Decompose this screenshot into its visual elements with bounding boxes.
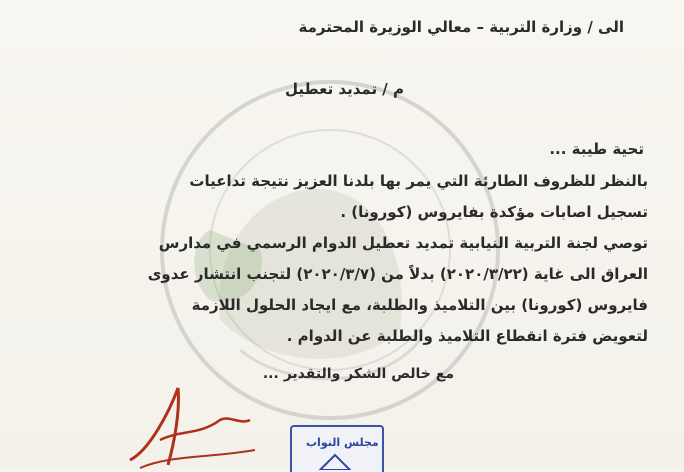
body-line: لتعويض فترة انقطاع التلاميذ والطلبة عن الدوام . [286, 327, 648, 345]
address-line: الى / وزارة التربية – معالي الوزيرة المحترمة [298, 18, 624, 36]
body-line: توصي لجنة التربية النيابية تمديد تعطيل الدوام الرسمي في مدارس [158, 234, 648, 252]
body-line: تسجيل اصابات مؤكدة بفايروس (كورونا) . [340, 203, 648, 221]
body-line: فايروس (كورونا) بين التلاميذ والطلبة، مع ايجاد الحلول اللازمة [191, 296, 648, 314]
body-line: العراق الى غاية (٢٠٢٠/٣/٢٢) بدلاً من (٢٠٢٠/٣/٧) لتجنب انتشار عدوى [147, 265, 648, 283]
closing-line: مع خالص الشكر والتقدير ... [262, 366, 454, 382]
emblem-icon [315, 452, 355, 470]
body-line: بالنظر للظروف الطارئة التي يمر بها بلدنا العزيز نتيجة تداعيات [189, 172, 648, 190]
stamp-text: مجلس النواب [306, 436, 379, 449]
handwritten-signature [120, 380, 260, 470]
subject-line: م / تمديد تعطيل [284, 80, 404, 98]
greeting: تحية طيبة ... [549, 140, 644, 158]
